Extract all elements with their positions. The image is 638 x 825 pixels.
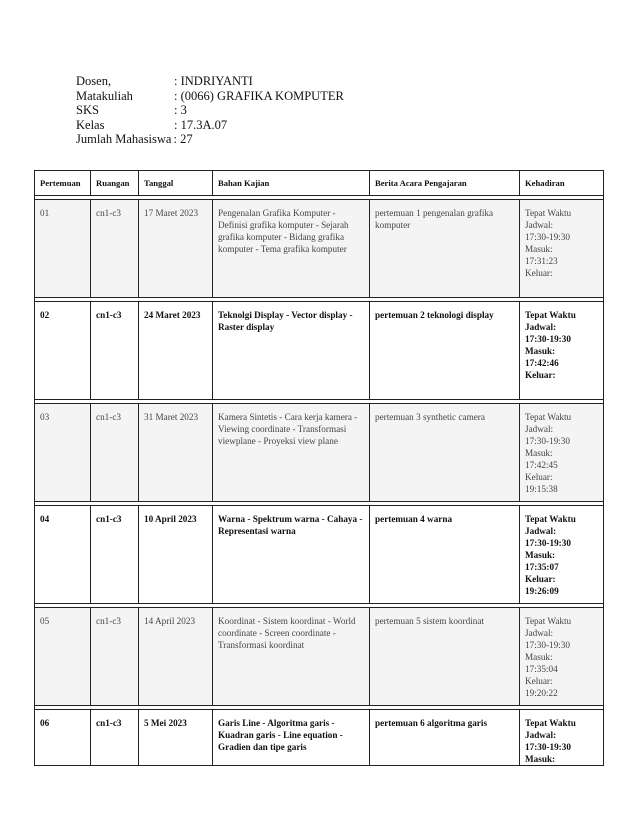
info-label: Matakuliah [76, 88, 133, 103]
header-bahan-kajian: Bahan Kajian [213, 171, 370, 196]
kehadiran-jadwal: 17:30-19:30 [525, 742, 571, 752]
info-label: Kelas [76, 117, 105, 132]
cell-ruangan: cn1-c3 [91, 608, 139, 706]
cell-bahan-kajian: Koordinat - Sistem koordinat - World coordinate - Screen coordinate - Transformasi koordinat [213, 608, 370, 706]
kehadiran-keluar: 19:26:09 [525, 586, 559, 596]
cell-kehadiran [520, 506, 604, 604]
kehadiran-masuk: 17:31:23 [525, 256, 558, 266]
info-matakuliah [76, 89, 344, 104]
header-berita-acara: Berita Acara Pengajaran [370, 171, 520, 196]
cell-kehadiran [520, 710, 604, 766]
cell-berita-acara: pertemuan 1 pengenalan grafika komputer [370, 200, 520, 298]
kehadiran-jadwal: 17:30-19:30 [525, 232, 570, 242]
cell-ruangan: cn1-c3 [91, 200, 139, 298]
cell-tanggal: 14 April 2023 [139, 608, 213, 706]
kehadiran-status: Tepat Waktu [525, 718, 576, 728]
cell-pertemuan: 06 [35, 710, 91, 766]
kehadiran-masuk: 17:35:04 [525, 664, 558, 674]
info-value: : 3 [174, 103, 187, 118]
cell-ruangan: cn1-c3 [91, 302, 139, 400]
kehadiran-status: Tepat Waktu [525, 514, 576, 524]
kehadiran-status: Tepat Waktu [525, 616, 572, 626]
cell-bahan-kajian: Kamera Sintetis - Cara kerja kamera - Viewing coordinate - Transformasi viewplane - Proyeksi view plane [213, 404, 370, 502]
info-value: : 27 [173, 132, 193, 147]
header-tanggal: Tanggal [139, 171, 213, 196]
table-row [35, 200, 604, 298]
kehadiran-masuk-label: Masuk: [525, 754, 556, 764]
kehadiran-jadwal: 17:30-19:30 [525, 334, 571, 344]
info-sks [76, 103, 344, 118]
kehadiran-jadwal: 17:30-19:30 [525, 640, 570, 650]
kehadiran-status: Tepat Waktu [525, 208, 572, 218]
info-value: : (0066) GRAFIKA KOMPUTER [174, 88, 344, 103]
table-row [35, 710, 604, 766]
cell-tanggal: 10 April 2023 [139, 506, 213, 604]
kehadiran-keluar-label: Keluar: [525, 676, 553, 686]
cell-ruangan: cn1-c3 [91, 710, 139, 766]
kehadiran-keluar: 19:15:38 [525, 484, 558, 494]
info-dosen [76, 74, 344, 89]
cell-pertemuan: 05 [35, 608, 91, 706]
cell-pertemuan: 03 [35, 404, 91, 502]
cell-tanggal: 5 Mei 2023 [139, 710, 213, 766]
info-label: Jumlah Mahasiswa [76, 132, 172, 147]
cell-ruangan: cn1-c3 [91, 404, 139, 502]
table-header-row [35, 171, 604, 196]
cell-pertemuan: 04 [35, 506, 91, 604]
kehadiran-masuk-label: Masuk: [525, 550, 556, 560]
kehadiran-masuk: 17:35:07 [525, 562, 559, 572]
kehadiran-jadwal: 17:30-19:30 [525, 538, 571, 548]
cell-tanggal: 31 Maret 2023 [139, 404, 213, 502]
info-label: Dosen, [76, 74, 112, 88]
header-kehadiran: Kehadiran [520, 171, 604, 196]
kehadiran-keluar: 19:20:22 [525, 688, 558, 698]
info-kelas [76, 118, 344, 133]
table-row [35, 404, 604, 502]
kehadiran-keluar-label: Keluar: [525, 472, 553, 482]
cell-kehadiran [520, 200, 604, 298]
kehadiran-jadwal-label: Jadwal: [525, 526, 557, 536]
cell-pertemuan: 01 [35, 200, 91, 298]
kehadiran-keluar-label: Keluar: [525, 574, 556, 584]
kehadiran-jadwal-label: Jadwal: [525, 628, 554, 638]
cell-kehadiran [520, 404, 604, 502]
info-label: SKS [76, 103, 99, 118]
kehadiran-status: Tepat Waktu [525, 310, 576, 320]
kehadiran-jadwal-label: Jadwal: [525, 730, 557, 740]
kehadiran-masuk-label: Masuk: [525, 652, 553, 662]
header-ruangan: Ruangan [91, 171, 139, 196]
table-row [35, 608, 604, 706]
cell-ruangan: cn1-c3 [91, 506, 139, 604]
table-row [35, 302, 604, 400]
attendance-table [34, 170, 604, 766]
kehadiran-masuk-label: Masuk: [525, 346, 556, 356]
info-value: : INDRIYANTI [174, 74, 253, 88]
kehadiran-masuk: 17:42:45 [525, 460, 558, 470]
cell-berita-acara: pertemuan 2 teknologi display [370, 302, 520, 400]
cell-bahan-kajian: Teknolgi Display - Vector display - Raster display [213, 302, 370, 400]
cell-bahan-kajian: Garis Line - Algoritma garis - Kuadran garis - Line equation - Gradien dan tipe garis [213, 710, 370, 766]
header-pertemuan: Pertemuan [35, 171, 91, 196]
kehadiran-keluar-label: Keluar: [525, 370, 556, 380]
cell-berita-acara: pertemuan 6 algoritma garis [370, 710, 520, 766]
cell-berita-acara: pertemuan 4 warna [370, 506, 520, 604]
table-row [35, 506, 604, 604]
cell-tanggal: 24 Maret 2023 [139, 302, 213, 400]
cell-berita-acara: pertemuan 3 synthetic camera [370, 404, 520, 502]
info-value: : 17.3A.07 [174, 117, 228, 132]
kehadiran-status: Tepat Waktu [525, 412, 572, 422]
cell-bahan-kajian: Pengenalan Grafika Komputer - Definisi grafika komputer - Sejarah grafika komputer - Bidang grafika komputer - Tema grafika komputer [213, 200, 370, 298]
kehadiran-jadwal: 17:30-19:30 [525, 436, 570, 446]
cell-bahan-kajian: Warna - Spektrum warna - Cahaya - Representasi warna [213, 506, 370, 604]
cell-pertemuan: 02 [35, 302, 91, 400]
kehadiran-masuk-label: Masuk: [525, 244, 553, 254]
kehadiran-masuk-label: Masuk: [525, 448, 553, 458]
kehadiran-jadwal-label: Jadwal: [525, 322, 557, 332]
cell-tanggal: 17 Maret 2023 [139, 200, 213, 298]
kehadiran-jadwal-label: Jadwal: [525, 220, 554, 230]
kehadiran-masuk: 17:42:46 [525, 358, 559, 368]
kehadiran-keluar-label: Keluar: [525, 268, 553, 278]
course-info [76, 74, 344, 147]
cell-berita-acara: pertemuan 5 sistem koordinat [370, 608, 520, 706]
cell-kehadiran [520, 608, 604, 706]
cell-kehadiran [520, 302, 604, 400]
kehadiran-jadwal-label: Jadwal: [525, 424, 554, 434]
info-jumlah [76, 132, 344, 147]
